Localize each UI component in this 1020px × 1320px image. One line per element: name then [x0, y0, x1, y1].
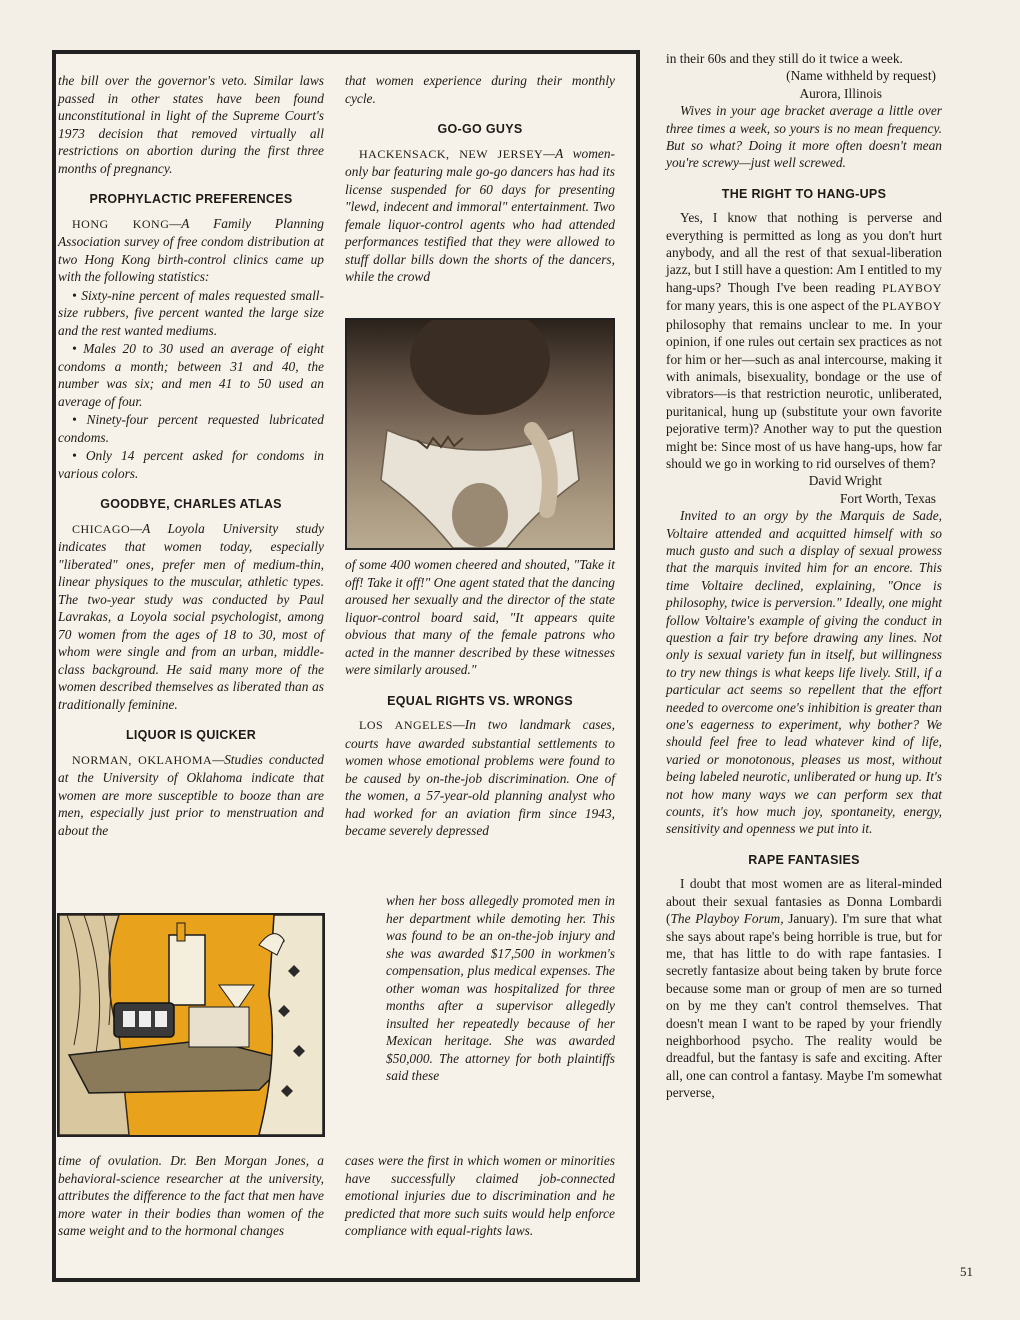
letter-hangups: Yes, I know that nothing is perverse and everything is permitted as long as you don't hurt anybody, and all the rest of that sexual-liberation jazz, but I still have a question: Am I entitled to my hang-ups? Though I've been reading PLAYBOY for many years, this is one aspect of the PLAYBOY philosophy that remains unclear to me. In your opinion, if one rules out certain sex practices as not for him or her—such as anal intercourse, making it with animals, bisexuality, bondage or the use of vibrators—is that restriction neurotic, unliberated, puritanical, hung up (substitute your own favorite pejorative term)? Another way to put the question might be: Since most of us have hang-ups, how far should we go in working to rid ourselves of them? [666, 210, 942, 471]
list-item: • Males 20 to 30 used an average of eight condoms a month; between 31 and 40, the number was six; and men 41 to 50 used an average of four. [58, 341, 324, 409]
letter-continuation: in their 60s and they still do it twice a week. [666, 51, 903, 66]
column-2-middle [345, 556, 615, 840]
column-2-bottom [345, 1152, 615, 1240]
signature-name: (Name withheld by request) [786, 68, 936, 84]
list-item: • Only 14 percent asked for condoms in various colors. [58, 448, 324, 481]
heading-prophylactic: PROPHYLACTIC PREFERENCES [89, 192, 293, 206]
heading-gogo: GO-GO GUYS [437, 122, 523, 136]
heading-liquor: LIQUOR IS QUICKER [125, 728, 257, 742]
column-2-narrow [386, 892, 615, 1085]
cocktail-scene-image [59, 915, 323, 1135]
cocktail-illustration [57, 913, 325, 1137]
letter-rape-fantasies: I doubt that most women are as literal-minded about their sexual fantasies as Donna Lombardi (The Playboy Forum, January). I'm sure that what she says about rape's being horrible is true, but for me, that has little to do with rape fantasies. I secretly fantasize about being taken by brute force because some man or group of men are so turned on by me they can't control themselves. That doesn't mean I want to be raped by your friendly neighborhood psycho. The reality would be dreadful, but the fantasy is safe and exciting. After all, one can control a fantasy. Maybe I'm somewhat perverse, [666, 876, 942, 1101]
article-prophylactic: HONG KONG—A Family Planning Association survey of free condom distribution at two Hong Kong birth-control clinics came up with the following statistics: [58, 215, 324, 284]
dancer-photo [345, 318, 615, 550]
article-equal-rights-end: cases were the first in which women or minorities have successfully claimed job-connected emotional injuries due to discrimination and he predicted that more such suits would help enforce compliance with equal-rights laws. [345, 1153, 615, 1238]
heading-rape-fantasies: RAPE FANTASIES [748, 852, 860, 867]
column-1-bottom [58, 1152, 324, 1240]
dateline: CHICAGO [72, 521, 131, 536]
article-equal-rights: LOS ANGELES—In two landmark cases, courts have awarded substantial settlements to women whose emotional problems were found to be caused by on-the-job discrimination. One of the women, a 57-year-old planning analyst who had worked for an aviation firm since 1943, became severely depressed [345, 717, 615, 838]
column-2-top [345, 72, 615, 286]
article-gogo-continued: of some 400 women cheered and shouted, "Take it off! Take it off!" One agent stated that the dancing aroused her sexually and the director of the state liquor-control board said, "It appears quite obvious that many of the female patrons who acted in the manner described by these witnesses were similarly aroused." [345, 557, 615, 677]
editor-reply: Invited to an orgy by the Marquis de Sade, Voltaire attended and acquitted himself with so much gusto and such a display of sexual prowess that the marquis invited him for an encore. This time Voltaire declined, explaining, "Once is philosophy, twice is perversion." Ideally, one might follow Voltaire's example of giving the conduct in question a fair try before drawing any lines. Not only is sexual variety fun in itself, but willingness to try new things is what keeps life lively. Still, if a particular act seems so repellent that the effort needed to overcome one's inhibition is greater than one's eagerness to experiment, why bother? We should feel free to lead whatever kind of life, varied or monotonous, pleases us most, without being labeled neurotic, unliberated or hung up. It's not how many ways we can perform sex that counts, it's how much joy, spontaneity, energy, sensitivity and openness we put into it. [666, 508, 942, 837]
article-liquor: NORMAN, OKLAHOMA—Studies conducted at the University of Oklahoma indicate that women are more susceptible to booze than are men, especially just prior to menstruation and about the [58, 751, 324, 838]
editor-reply: Wives in your age bracket average a little over three times a week, so yours is no mean frequency. But so what? Doing it more often doesn't mean you're screwy—just well screwed. [666, 103, 942, 171]
list-item: • Ninety-four percent requested lubricated condoms. [58, 412, 324, 445]
column-3 [666, 50, 942, 1102]
list-item: • Sixty-nine percent of males requested small-size rubbers, five percent wanted the large size and the rest wanted mediums. [58, 287, 324, 338]
article-liquor-continued: time of ovulation. Dr. Ben Morgan Jones, a behavioral-science researcher at the university, attributes the difference to the fact that men have more water in their bodies than women of the same weight and to the hormonal changes [58, 1153, 324, 1238]
dateline: HACKENSACK, NEW JERSEY [359, 146, 544, 161]
dancer-photo-image [347, 320, 613, 548]
article-continuation: the bill over the governor's veto. Similar laws passed in other states have been found unconstitutional in light of the Supreme Court's 1973 decision that removed virtually all restrictions on abortion during the first three months of pregnancy. [58, 73, 324, 176]
heading-equal-rights: EQUAL RIGHTS VS. WRONGS [387, 693, 573, 708]
dateline: HONG KONG [72, 216, 170, 231]
dateline: LOS ANGELES [359, 718, 453, 732]
heading-hangups: THE RIGHT TO HANG-UPS [721, 186, 887, 201]
heading-goodbye: GOODBYE, CHARLES ATLAS [100, 497, 282, 511]
article-goodbye: CHICAGO—A Loyola University study indicates that women today, especially "liberated" ones, prefer men of medium-thin, linear physiques to the muscular, athletic types. The two-year study was conducted by Paul Lavrakas, a Loyola social psychologist, among 70 women from the ages of 18 to 30, most of whom were single and from an urban, middle-class background. He said many more of the women described themselves as liberated than as traditionally feminine. [58, 520, 324, 712]
article-gogo: HACKENSACK, NEW JERSEY—A women-only bar featuring male go-go dancers has had its license suspended for 60 days for presenting "lewd, indecent and immoral" entertainment. Two female liquor-control agents who had attended performances testified that they were allowed to stuff dollar bills down the shorts of the dancers, while the crowd [345, 145, 615, 284]
signature-name: David Wright [808, 473, 882, 489]
article-equal-rights-continued: when her boss allegedly promoted men in her department while demoting her. This was found to be an on-the-job injury and she was awarded $17,500 in workmen's compensation, plus medical expenses. The other woman was hospitalized for three months after a supervisor allegedly insulted her repeatedly because of her Mexican heritage. She was awarded $50,000. The attorney for both plaintiffs said these [386, 893, 615, 1083]
dateline: NORMAN, OKLAHOMA [72, 752, 213, 767]
page-number: 51 [960, 1264, 973, 1279]
column-1-top [58, 72, 324, 839]
signature-place: Aurora, Illinois [799, 85, 882, 101]
signature-place: Fort Worth, Texas [839, 490, 936, 506]
article-continuation: that women experience during their monthly cycle. [345, 73, 615, 106]
